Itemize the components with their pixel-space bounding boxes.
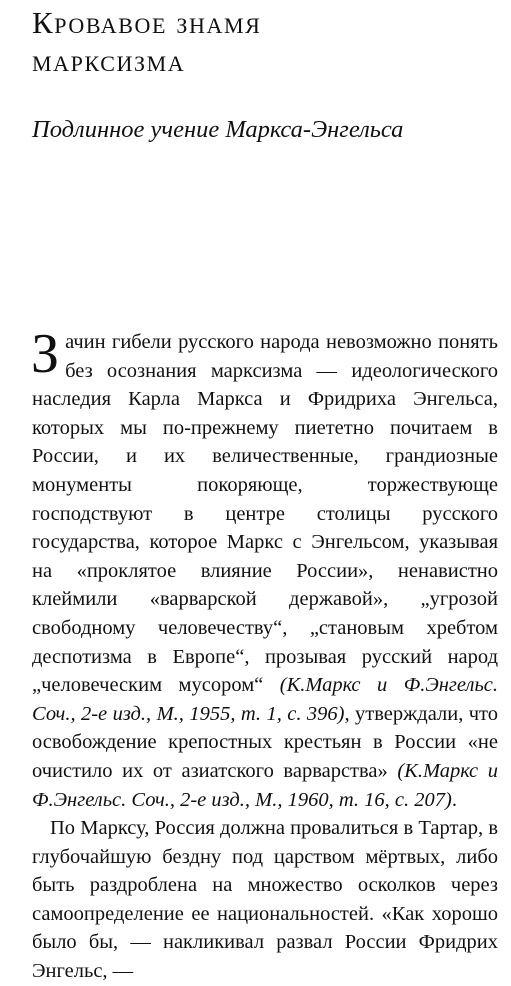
- paragraph-1-text-c: .: [451, 788, 457, 811]
- drop-cap: З: [31, 323, 60, 385]
- paragraph-1-text-a: ачин гибели русского народа невозможно понять без осознания марксизма — идеологического наследия Карла Маркса и Фридриха Энгельса, которых мы по-прежнему пиететно почитаем в России, и их величественные, грандиозные монументы покоряюще, торжествующе господствуют в центре столицы русского государства, которое Маркс с Энгельсом, указывая на «проклятое влияние России», ненавистно клеймили «варварской державой», „угрозой свободному человечеству“, „становым хребтом деспотизма в Европе“, прозывая русский народ „человеческим мусором“: [32, 331, 498, 697]
- chapter-title-line-1: Кровавое знамя: [32, 5, 262, 40]
- citation-2: (К.Маркс и Ф.Энгельс. Соч., 2-е изд., М., 1960, т. 16, с. 207): [32, 759, 498, 811]
- citation-1: (К.Маркс и Ф.Энгельс. Соч., 2-е изд., М., 1955, т. 1, с. 396): [32, 674, 499, 725]
- body-text: [31, 323, 499, 986]
- chapter-subtitle: Подлинное учение Маркса-Энгельса: [32, 116, 404, 143]
- paragraph-2: [32, 814, 498, 986]
- paragraph-2-text: По Марксу, Россия должна провалиться в Тартар, в глубочайшую бездну под царством мёртвых, либо быть раздроблена на множество осколков через самоопределение ее национальностей. «Как хорошо было бы, — накликивал развал России Фридрих Энгельс, —: [32, 817, 498, 983]
- paragraph-1-text-b: , утверждали, что освобождение крепостных крестьян в России «не очистило их от азиатского варварства»: [32, 702, 498, 782]
- chapter-title-line-2: марксизма: [32, 43, 186, 78]
- chapter-title: [32, 4, 502, 80]
- paragraph-1: [31, 323, 499, 814]
